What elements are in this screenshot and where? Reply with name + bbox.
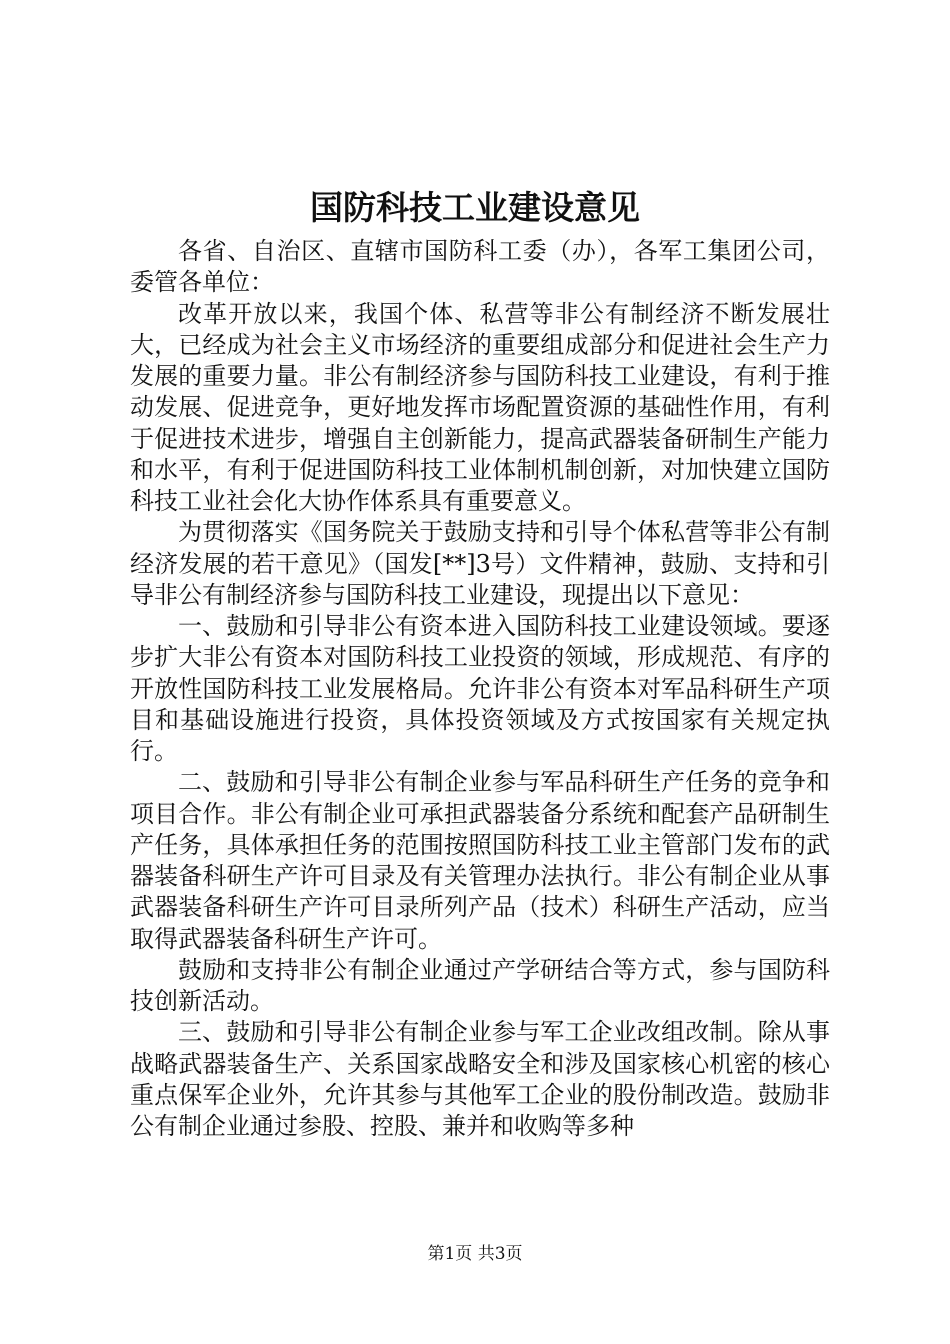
paragraph-innovation: 鼓励和支持非公有制企业通过产学研结合等方式，参与国防科技创新活动。 bbox=[130, 955, 830, 1015]
paragraph-background: 改革开放以来，我国个体、私营等非公有制经济不断发展壮大，已经成为社会主义市场经济的重要组成部分和促进社会生产力发展的重要力量。非公有制经济参与国防科技工业建设，有利于推动发展、促进竞争，更好地发挥市场配置资源的基础性作用，有利于促进技术进步，增强自主创新能力，提高武器装备研制生产能力和水平，有利于促进国防科技工业体制机制创新，对加快建立国防科技工业社会化大协作体系具有重要意义。 bbox=[130, 299, 830, 515]
paragraph-section-three: 三、鼓励和引导非公有制企业参与军工企业改组改制。除从事战略武器装备生产、关系国家战略安全和涉及国家核心机密的核心重点保军企业外，允许其参与其他军工企业的股份制改造。鼓励非公有制企业通过参股、控股、兼并和收购等多种 bbox=[130, 1018, 830, 1140]
paragraph-section-two: 二、鼓励和引导非公有制企业参与军品科研生产任务的竞争和项目合作。非公有制企业可承担武器装备分系统和配套产品研制生产任务，具体承担任务的范围按照国防科技工业主管部门发布的武器装备科研生产许可目录及有关管理办法执行。非公有制企业从事武器装备科研生产许可目录所列产品（技术）科研生产活动，应当取得武器装备科研生产许可。 bbox=[130, 768, 830, 953]
document-title: 国防科技工业建设意见 bbox=[310, 188, 640, 227]
page-number-footer: 第1页 共3页 bbox=[427, 1244, 523, 1264]
paragraph-salutation: 各省、自治区、直辖市国防科工委（办），各军工集团公司，委管各单位： bbox=[130, 237, 830, 297]
paragraph-section-one: 一、鼓励和引导非公有资本进入国防科技工业建设领域。要逐步扩大非公有资本对国防科技工业投资的领域，形成规范、有序的开放性国防科技工业发展格局。允许非公有资本对军品科研生产项目和基础设施进行投资，具体投资领域及方式按国家有关规定执行。 bbox=[130, 612, 830, 765]
paragraph-purpose: 为贯彻落实《国务院关于鼓励支持和引导个体私营等非公有制经济发展的若干意见》（国发[**]3号）文件精神，鼓励、支持和引导非公有制经济参与国防科技工业建设，现提出以下意见： bbox=[130, 518, 830, 609]
document-body bbox=[130, 236, 830, 1142]
